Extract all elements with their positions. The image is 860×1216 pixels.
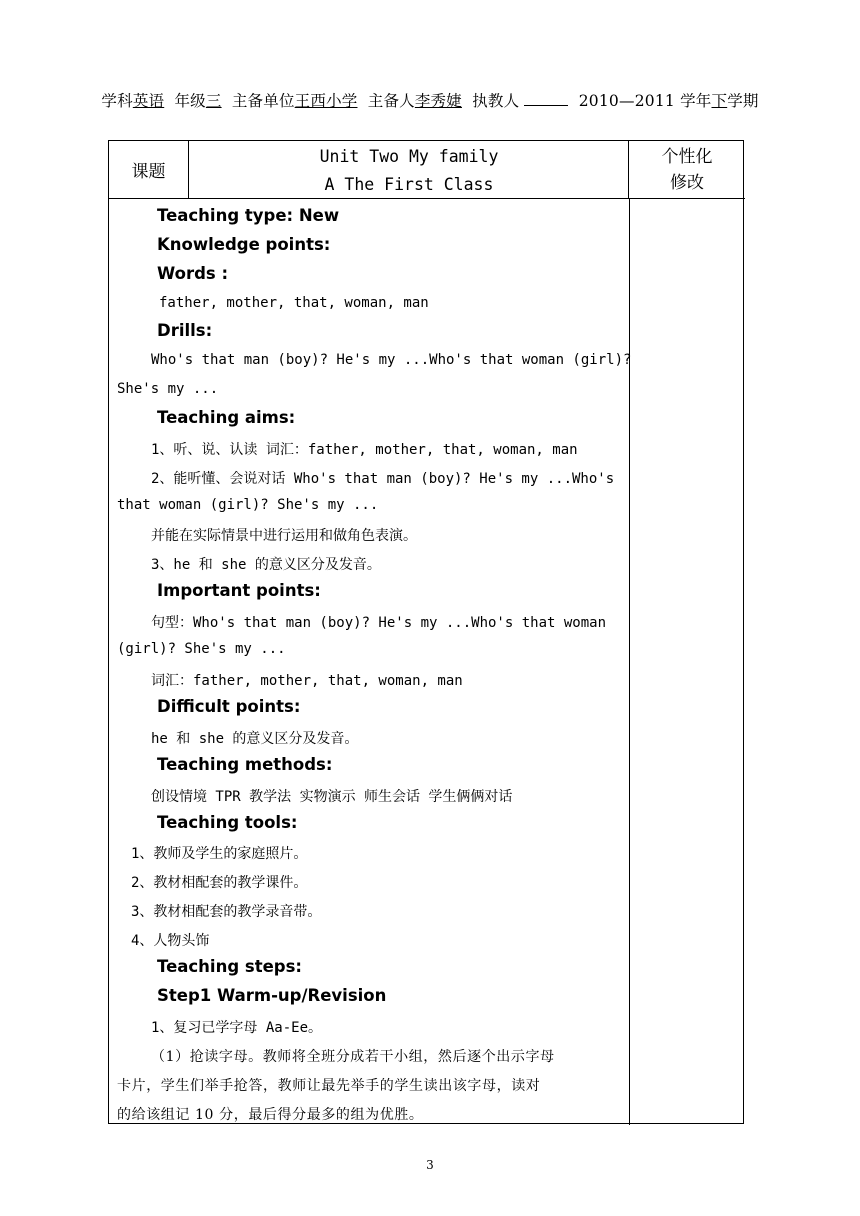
knowledge-points-heading: Knowledge points:: [157, 235, 331, 254]
preparer-value: 李秀婕: [414, 92, 462, 110]
teacher-blank: [524, 93, 568, 106]
drills-line1: Who's that man (boy)? He's my ...Who's that woman (girl)?: [151, 352, 632, 368]
unit-value: 王西小学: [294, 92, 358, 110]
tool-1: 1、教师及学生的家庭照片。: [131, 846, 308, 862]
grade-value: 三: [205, 92, 222, 110]
teaching-steps-heading: Teaching steps:: [157, 957, 303, 976]
step1-paragraph-line2: 卡片，学生们举手抢答，教师让最先举手的学生读出该字母，读对: [117, 1078, 541, 1094]
teaching-type: Teaching type: New: [157, 206, 340, 225]
subject-label: 学科: [101, 92, 133, 110]
aim-2-line3: 并能在实际情景中进行运用和做角色表演。: [151, 528, 417, 544]
tool-4: 4、人物头饰: [131, 933, 210, 949]
step1-paragraph-line3: 的给该组记 10 分，最后得分最多的组为优胜。: [117, 1107, 424, 1123]
side-column-divider: [629, 199, 630, 1125]
difficult-line: he 和 she 的意义区分及发音。: [151, 731, 359, 747]
teaching-methods-heading: Teaching methods:: [157, 755, 333, 774]
step1-paragraph-line1: （1）抢读字母。教师将全班分成若干小组，然后逐个出示字母: [151, 1049, 555, 1065]
teaching-methods-line: 创设情境 TPR 教学法 实物演示 师生会话 学生俩俩对话: [151, 789, 513, 805]
unit-label: 主备单位: [231, 92, 295, 110]
important-line3: 词汇：father, mother, that, woman, man: [151, 673, 463, 689]
aim-2-line1: 2、能听懂、会说对话 Who's that man (boy)? He's my ...Who's: [151, 471, 615, 487]
important-points-heading: Important points:: [157, 581, 321, 600]
tool-2: 2、教材相配套的教学课件。: [131, 875, 308, 891]
teaching-aims-heading: Teaching aims:: [157, 408, 296, 427]
lesson-title-cell: [189, 141, 629, 198]
personalization-label-line1: 个性化: [661, 147, 713, 167]
term-prefix: 2010—2011 学年: [578, 92, 712, 110]
lesson-title-line1: Unit Two My family: [319, 147, 499, 166]
term-suffix: 学期: [727, 92, 759, 110]
teaching-tools-heading: Teaching tools:: [157, 813, 298, 832]
page-number: 3: [426, 1158, 434, 1172]
document-header: [0, 89, 860, 111]
lesson-title-line2: A The First Class: [324, 175, 494, 194]
subject-value: 英语: [132, 92, 165, 110]
step1-heading: Step1 Warm-up/Revision: [157, 986, 387, 1005]
grade-label: 年级: [174, 92, 206, 110]
step1-item1: 1、复习已学字母 Aa-Ee。: [151, 1020, 323, 1036]
drills-line2: She's my ...: [117, 381, 219, 397]
important-line2: (girl)? She's my ...: [117, 641, 286, 657]
aim-3: 3、he 和 she 的意义区分及发音。: [151, 557, 381, 573]
drills-heading: Drills:: [157, 321, 213, 340]
title-row: [109, 141, 745, 199]
teacher-label: 执教人: [472, 92, 520, 110]
preparer-label: 主备人: [367, 92, 415, 110]
aim-1: 1、听、说、认读 词汇：father, mother, that, woman, man: [151, 442, 578, 458]
personalization-label: [629, 141, 745, 198]
words-heading: Words :: [157, 264, 229, 283]
difficult-points-heading: Difficult points:: [157, 697, 301, 716]
words-list: father, mother, that, woman, man: [159, 295, 429, 311]
lesson-plan-table: [108, 140, 744, 1124]
topic-label: 课题: [109, 141, 189, 198]
aim-2-line2: that woman (girl)? She's my ...: [117, 497, 379, 513]
important-line1: 句型：Who's that man (boy)? He's my ...Who's that woman: [151, 615, 607, 631]
personalization-label-line2: 修改: [670, 173, 704, 193]
term-value: 下: [711, 92, 728, 110]
tool-3: 3、教材相配套的教学录音带。: [131, 904, 322, 920]
